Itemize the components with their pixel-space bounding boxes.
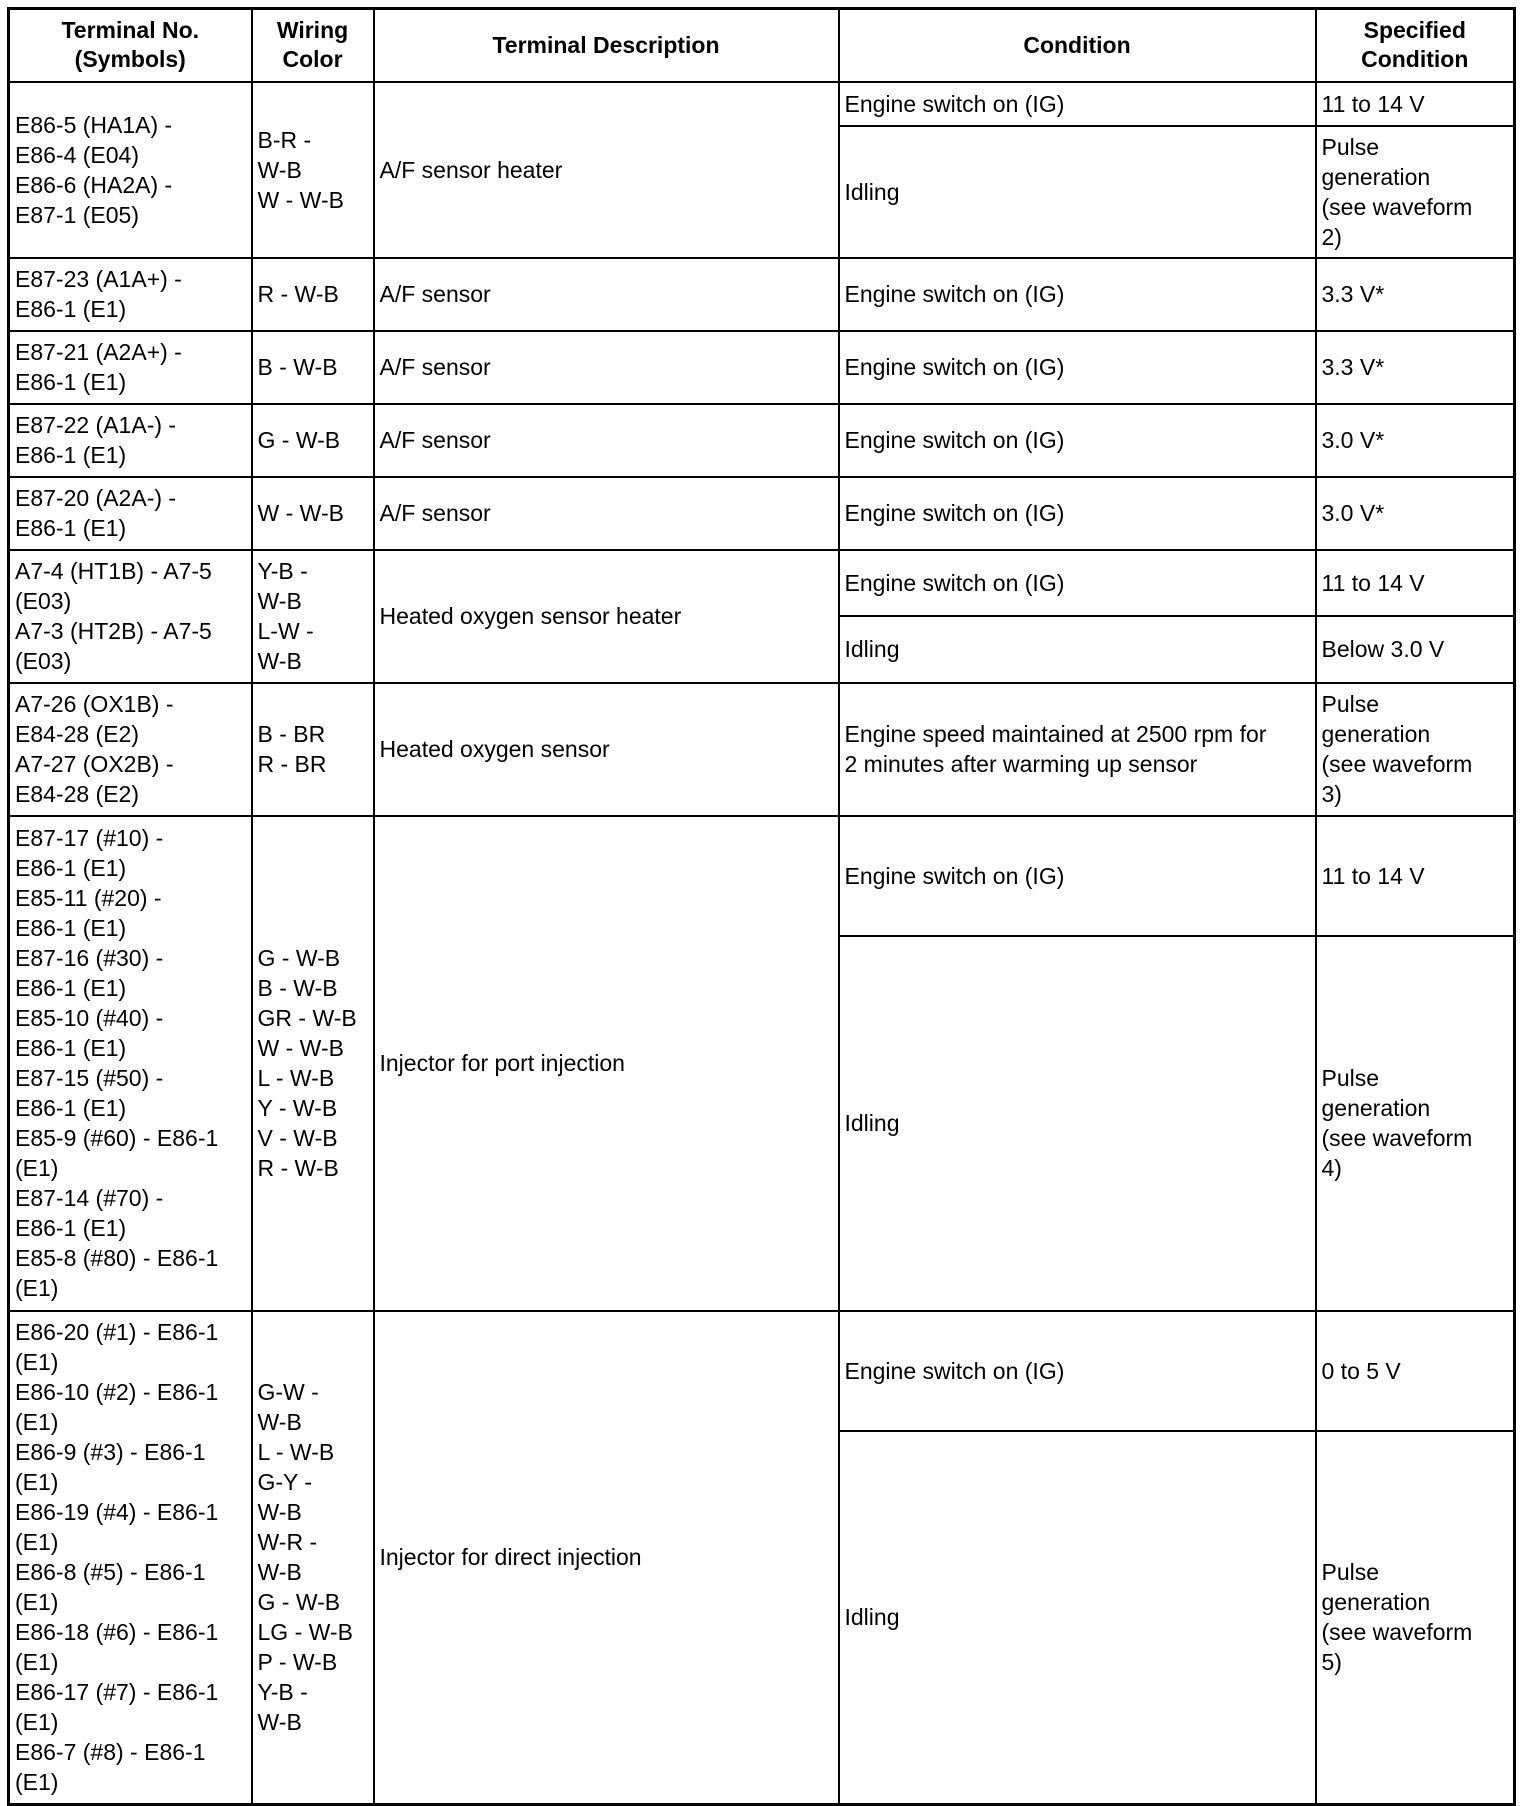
description-cell: A/F sensor [374, 404, 839, 477]
condition-cell: Idling [839, 126, 1316, 258]
header-condition: Condition [839, 9, 1316, 82]
specified-cell: Pulse generation (see waveform 5) [1316, 1431, 1515, 1805]
condition-cell: Engine switch on (IG) [839, 550, 1316, 616]
specified-cell: 3.3 V* [1316, 258, 1515, 331]
specified-cell: Pulse generation (see waveform 3) [1316, 683, 1515, 816]
table-row [9, 82, 1515, 126]
condition-cell: Engine switch on (IG) [839, 82, 1316, 126]
condition-cell: Engine switch on (IG) [839, 404, 1316, 477]
wiring-cell: B-R - W-B W - W-B [252, 82, 374, 258]
wiring-cell: Y-B - W-B L-W - W-B [252, 550, 374, 683]
specified-cell: Pulse generation (see waveform 2) [1316, 126, 1515, 258]
specified-cell: 11 to 14 V [1316, 550, 1515, 616]
specified-cell: 0 to 5 V [1316, 1311, 1515, 1431]
table-row [9, 331, 1515, 404]
terminal-cell: E86-5 (HA1A) - E86-4 (E04) E86-6 (HA2A) - E87-1 (E05) [9, 82, 252, 258]
wiring-cell: B - BR R - BR [252, 683, 374, 816]
wiring-cell: G - W-B B - W-B GR - W-B W - W-B L - W-B Y - W-B V - W-B R - W-B [252, 816, 374, 1311]
specified-cell: 3.3 V* [1316, 331, 1515, 404]
terminal-cell: E87-23 (A1A+) - E86-1 (E1) [9, 258, 252, 331]
table-row [9, 258, 1515, 331]
table-row [9, 816, 1515, 936]
condition-cell: Engine switch on (IG) [839, 816, 1316, 936]
specified-cell: 3.0 V* [1316, 404, 1515, 477]
header-terminal: Terminal No. (Symbols) [9, 9, 252, 82]
table-row [9, 683, 1515, 816]
description-cell: A/F sensor [374, 258, 839, 331]
header-wiring-color: Wiring Color [252, 9, 374, 82]
specified-cell: 11 to 14 V [1316, 82, 1515, 126]
header-terminal-description: Terminal Description [374, 9, 839, 82]
table-row [9, 1311, 1515, 1431]
condition-cell: Idling [839, 1431, 1316, 1805]
wiring-cell: R - W-B [252, 258, 374, 331]
condition-cell: Engine switch on (IG) [839, 477, 1316, 550]
condition-cell: Engine speed maintained at 2500 rpm for 2 minutes after warming up sensor [839, 683, 1316, 816]
terminal-spec-table [7, 7, 1516, 1806]
terminal-cell: A7-26 (OX1B) - E84-28 (E2) A7-27 (OX2B) - E84-28 (E2) [9, 683, 252, 816]
table-row [9, 477, 1515, 550]
terminal-cell: E87-17 (#10) - E86-1 (E1) E85-11 (#20) - E86-1 (E1) E87-16 (#30) - E86-1 (E1) E85-10 (#40) - E86-1 (E1) E87-15 (#50) - E86-1 (E1) E85-9 (#60) - E86-1 (E1) E87-14 (#70) - E86-1 (E1) E85-8 (#80) - E86-1 (E1) [9, 816, 252, 1311]
wiring-cell: W - W-B [252, 477, 374, 550]
table-row [9, 550, 1515, 616]
wiring-cell: G - W-B [252, 404, 374, 477]
condition-cell: Idling [839, 936, 1316, 1311]
condition-cell: Engine switch on (IG) [839, 331, 1316, 404]
specified-cell: Pulse generation (see waveform 4) [1316, 936, 1515, 1311]
terminal-cell: E87-22 (A1A-) - E86-1 (E1) [9, 404, 252, 477]
terminal-cell: A7-4 (HT1B) - A7-5 (E03) A7-3 (HT2B) - A7-5 (E03) [9, 550, 252, 683]
header-row [9, 9, 1515, 82]
condition-cell: Engine switch on (IG) [839, 258, 1316, 331]
description-cell: A/F sensor [374, 331, 839, 404]
header-specified-condition: Specified Condition [1316, 9, 1515, 82]
description-cell: Heated oxygen sensor [374, 683, 839, 816]
table-row [9, 404, 1515, 477]
specified-cell: 3.0 V* [1316, 477, 1515, 550]
wiring-cell: G-W - W-B L - W-B G-Y - W-B W-R - W-B G - W-B LG - W-B P - W-B Y-B - W-B [252, 1311, 374, 1805]
specified-cell: Below 3.0 V [1316, 616, 1515, 683]
specified-cell: 11 to 14 V [1316, 816, 1515, 936]
description-cell: Injector for port injection [374, 816, 839, 1311]
description-cell: A/F sensor heater [374, 82, 839, 258]
terminal-cell: E87-20 (A2A-) - E86-1 (E1) [9, 477, 252, 550]
terminal-cell: E87-21 (A2A+) - E86-1 (E1) [9, 331, 252, 404]
terminal-cell: E86-20 (#1) - E86-1 (E1) E86-10 (#2) - E86-1 (E1) E86-9 (#3) - E86-1 (E1) E86-19 (#4) - E86-1 (E1) E86-8 (#5) - E86-1 (E1) E86-18 (#6) - E86-1 (E1) E86-17 (#7) - E86-1 (E1) E86-7 (#8) - E86-1 (E1) [9, 1311, 252, 1805]
condition-cell: Engine switch on (IG) [839, 1311, 1316, 1431]
description-cell: Injector for direct injection [374, 1311, 839, 1805]
description-cell: A/F sensor [374, 477, 839, 550]
description-cell: Heated oxygen sensor heater [374, 550, 839, 683]
wiring-cell: B - W-B [252, 331, 374, 404]
condition-cell: Idling [839, 616, 1316, 683]
